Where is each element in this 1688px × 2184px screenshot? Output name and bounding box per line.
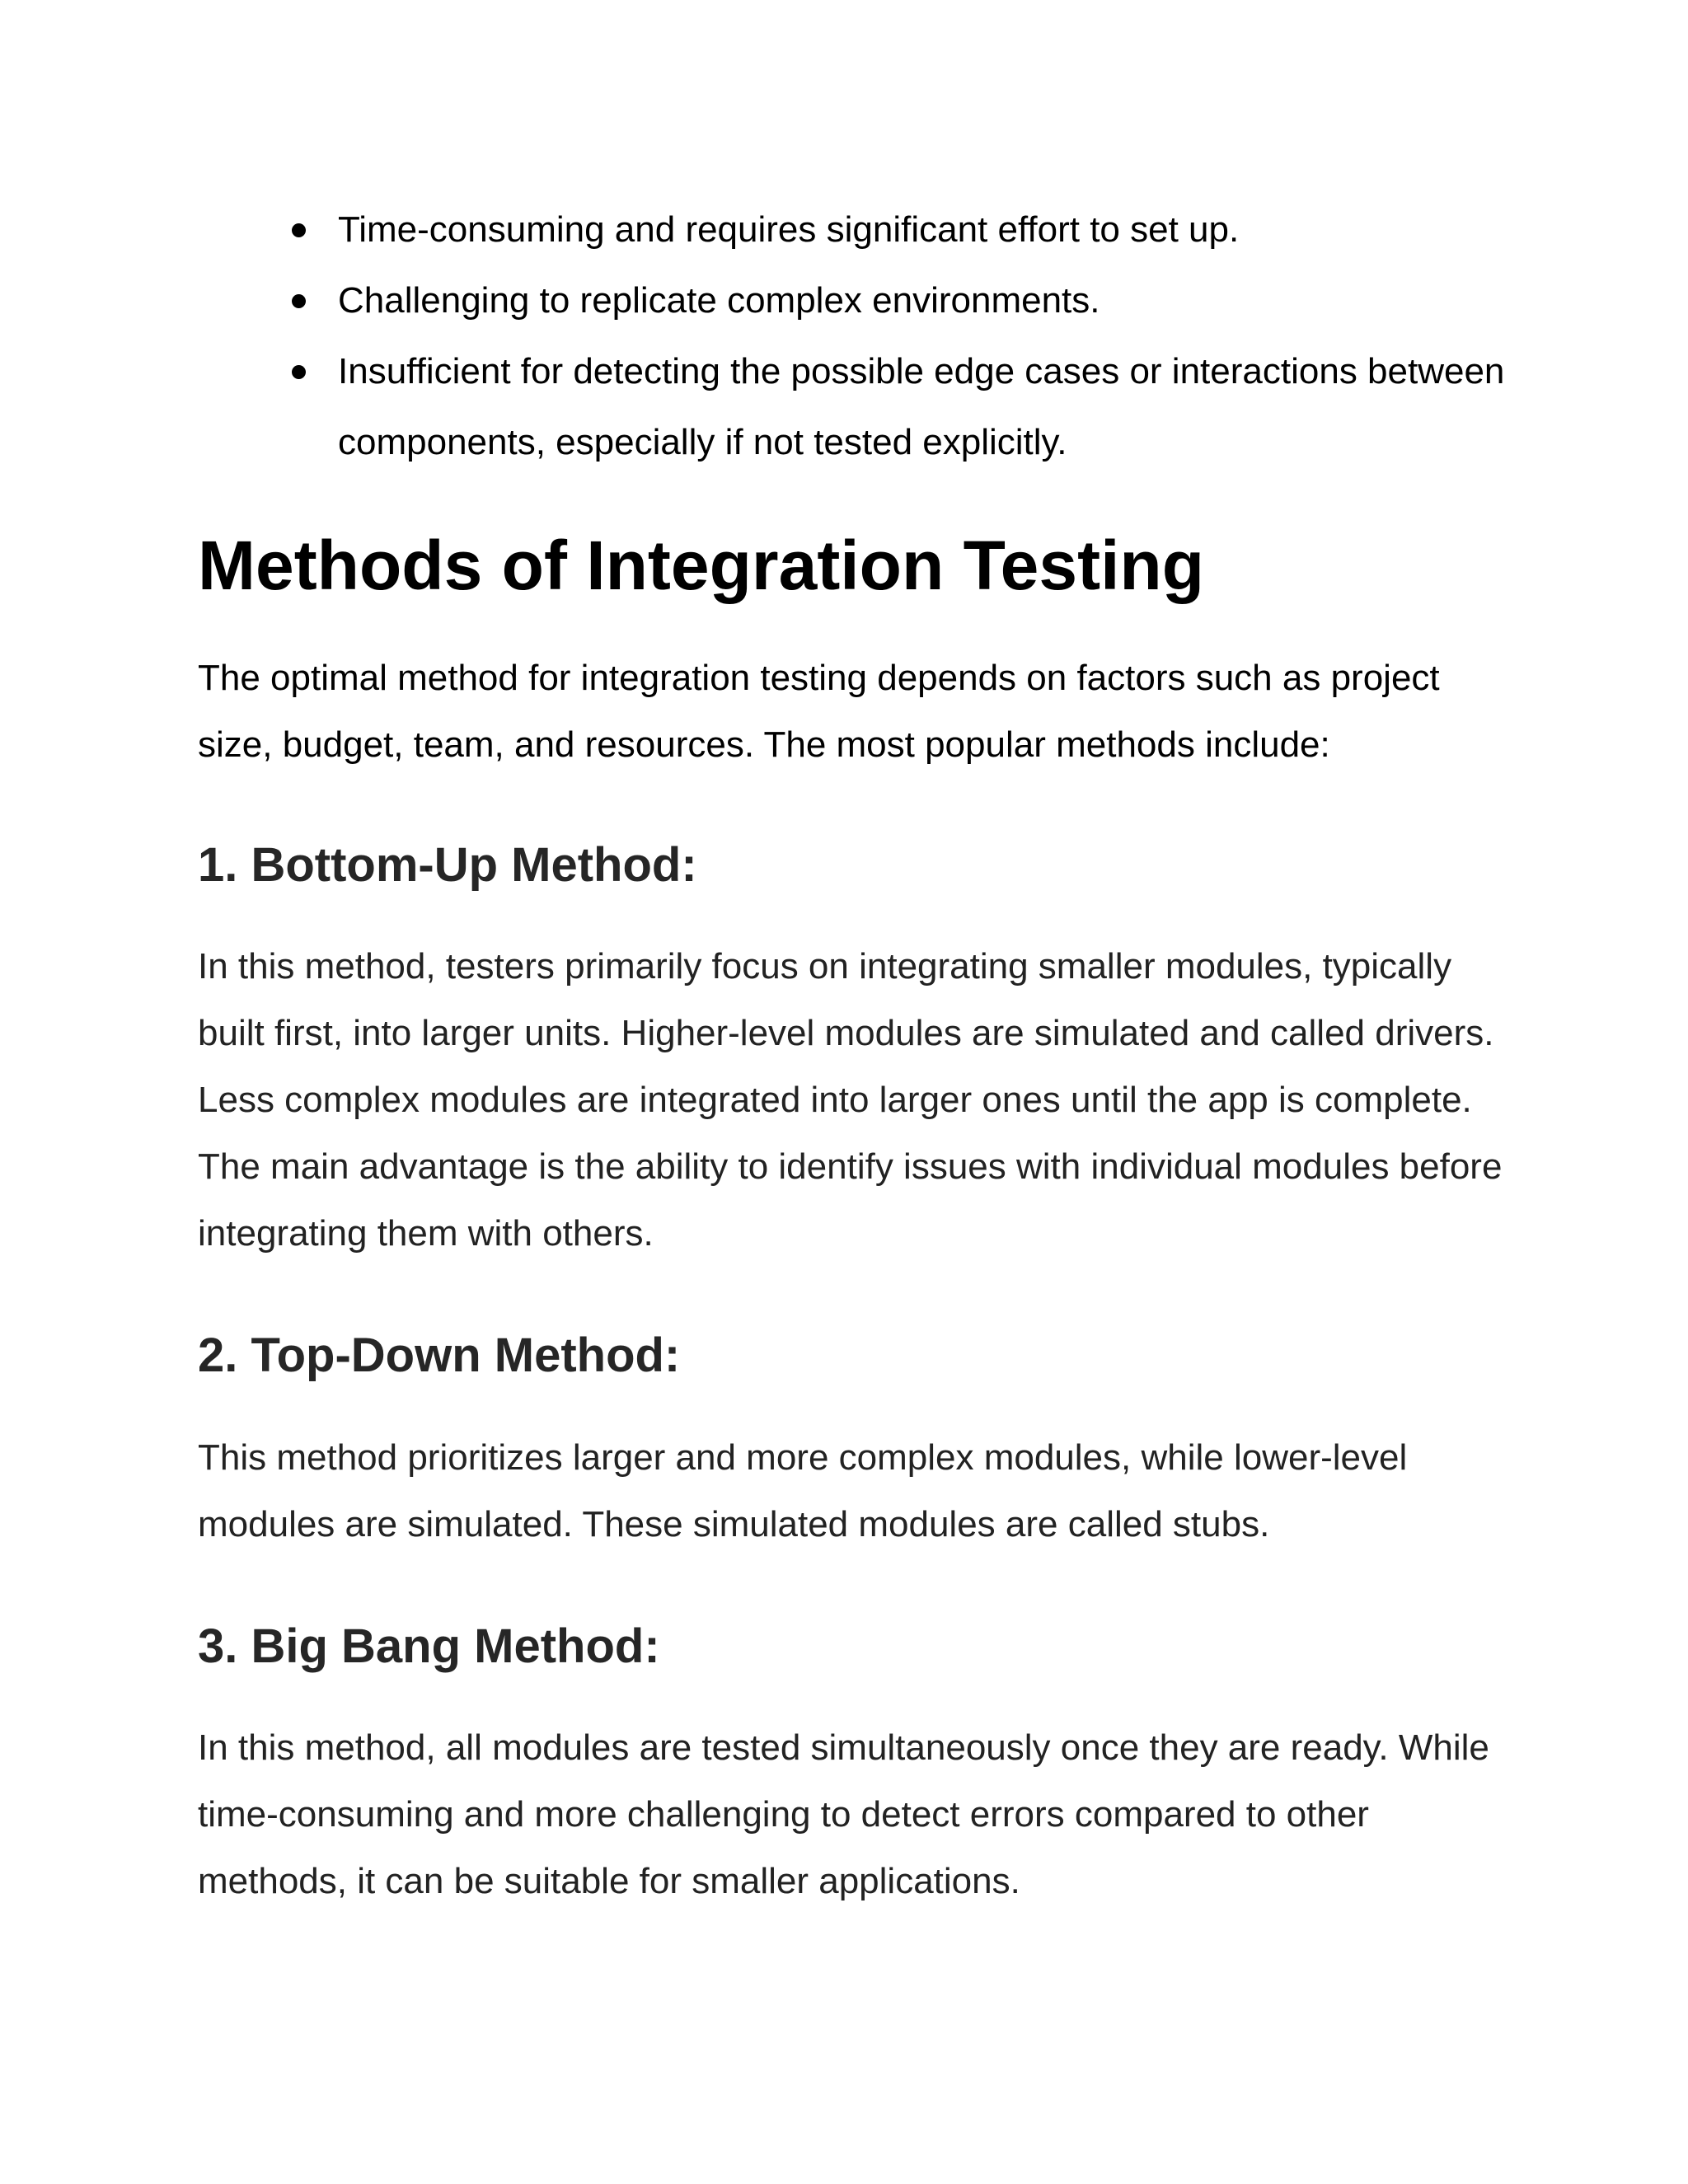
method-heading-big-bang: 3. Big Bang Method: (198, 1619, 660, 1673)
bullet-text: Time-consuming and requires significant effort to set up. (338, 209, 1240, 250)
bullet-text: Challenging to replicate complex environments. (338, 280, 1100, 321)
method-body-top-down: This method prioritizes larger and more complex modules, while lower-level modules are simulated. These simulated modules are called stubs. (198, 1437, 1408, 1544)
method-body-big-bang: In this method, all modules are tested simultaneously once they are ready. While time-consuming and more challenging to detect errors compared to other methods, it can be suitable for smaller applications. (198, 1727, 1489, 1901)
intro-paragraph: The optimal method for integration testing depends on factors such as project size, budget, team, and resources. The most popular methods include: (198, 658, 1440, 765)
bullet-dot-icon (292, 294, 306, 308)
bullet-item (287, 336, 1507, 478)
bullet-dot-icon (292, 365, 306, 379)
bullet-item (287, 194, 1507, 265)
method-body-bottom-up: In this method, testers primarily focus on integrating smaller modules, typically built first, into larger units. Higher-level modules are simulated and called drivers. Less complex modules are integrated into larger ones until the app is complete. The main advantage is the ability to identify issues with individual modules before integrating them with others. (198, 946, 1503, 1254)
drawbacks-bullet-list (287, 194, 1507, 478)
bullet-text: Insufficient for detecting the possible edge cases or interactions between components, especially if not tested explicitly. (338, 351, 1505, 462)
bullet-item (287, 265, 1507, 336)
method-heading-top-down: 2. Top-Down Method: (198, 1329, 681, 1382)
method-heading-bottom-up: 1. Bottom-Up Method: (198, 838, 697, 892)
section-heading: Methods of Integration Testing (198, 527, 1205, 604)
bullet-dot-icon (292, 223, 306, 237)
